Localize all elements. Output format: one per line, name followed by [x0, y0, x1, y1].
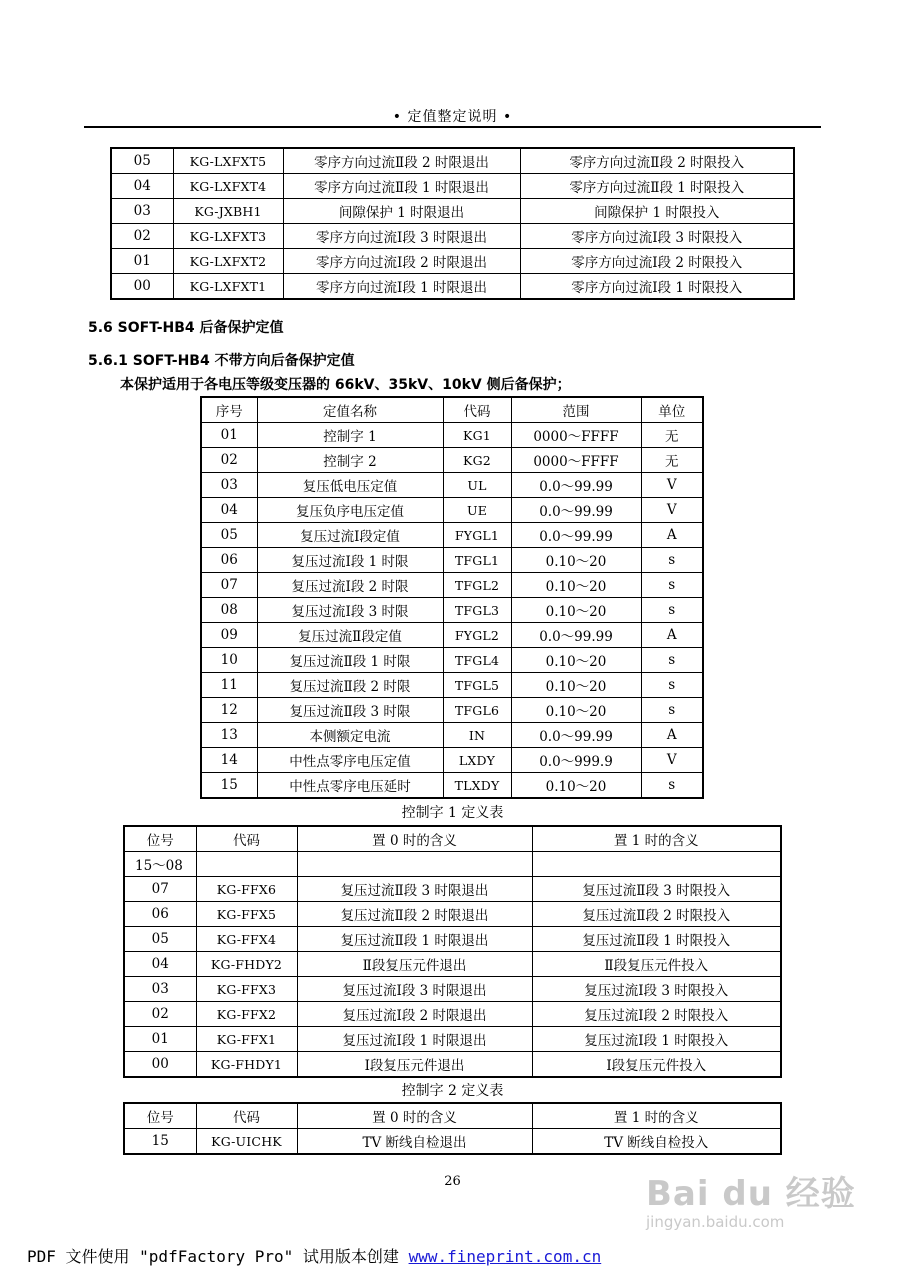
table-cell: 14 [201, 748, 257, 773]
table-cell: 06 [201, 548, 257, 573]
table-row [201, 523, 703, 548]
watermark-url: jingyan.baidu.com [646, 1213, 785, 1231]
table-cell: 06 [124, 902, 196, 927]
table-cell: 复压过流Ⅰ段 1 时限 [257, 548, 443, 573]
table-cell: TFGL6 [443, 698, 511, 723]
table-cell: 03 [111, 199, 173, 224]
table-cell: 0.0～999.9 [511, 748, 641, 773]
table-cell: 05 [201, 523, 257, 548]
table-cell: 零序方向过流Ⅰ段 3 时限退出 [283, 224, 520, 249]
table-row [201, 473, 703, 498]
table-cell: s [641, 648, 703, 673]
table-cell: TFGL5 [443, 673, 511, 698]
table-cell: 零序方向过流Ⅰ段 1 时限投入 [520, 274, 794, 300]
table-row [201, 648, 703, 673]
table-cell: KG-FFX6 [196, 877, 297, 902]
table-cell: 0.10～20 [511, 648, 641, 673]
table-cell: KG-LXFXT4 [173, 174, 283, 199]
table-cell: 复压过流Ⅰ段 3 时限 [257, 598, 443, 623]
table-header-cell: 代码 [196, 826, 297, 852]
table-cell: Ⅰ段复压元件投入 [532, 1052, 781, 1078]
table-cell: TFGL3 [443, 598, 511, 623]
table-cell: 零序方向过流Ⅱ段 1 时限投入 [520, 174, 794, 199]
table-cell: 复压过流Ⅱ段 3 时限退出 [297, 877, 532, 902]
table-cell: 0.0～99.99 [511, 723, 641, 748]
table-cell: 00 [111, 274, 173, 300]
table-cell: KG-FFX4 [196, 927, 297, 952]
table-cell: 无 [641, 423, 703, 448]
table-cell: 复压过流Ⅱ段 3 时限投入 [532, 877, 781, 902]
table-cell: 05 [124, 927, 196, 952]
table-cell: 无 [641, 448, 703, 473]
table-cell: 0.10～20 [511, 698, 641, 723]
table-cell: Ⅰ段复压元件退出 [297, 1052, 532, 1078]
kg1-caption: 控制字 1 定义表 [401, 805, 504, 821]
table-cell: 0000～FFFF [511, 423, 641, 448]
table-cell: TFGL1 [443, 548, 511, 573]
table-header-cell: 位号 [124, 826, 196, 852]
table-cell: A [641, 623, 703, 648]
table-cell: 0.10～20 [511, 573, 641, 598]
table-row [201, 673, 703, 698]
table-header-row [201, 397, 703, 423]
table-cell: 零序方向过流Ⅰ段 2 时限退出 [283, 249, 520, 274]
table-row [111, 224, 794, 249]
table-cell: 零序方向过流Ⅰ段 1 时限退出 [283, 274, 520, 300]
table-cell: 0000～FFFF [511, 448, 641, 473]
table-row [124, 1129, 781, 1155]
table-cell: 复压过流Ⅰ段 1 时限投入 [532, 1027, 781, 1052]
table-cell: 零序方向过流Ⅱ段 2 时限投入 [520, 148, 794, 174]
table-cell: 10 [201, 648, 257, 673]
table-cell: 复压过流Ⅱ段定值 [257, 623, 443, 648]
table-cell: 复压过流Ⅱ段 2 时限退出 [297, 902, 532, 927]
table-cell: KG-FHDY2 [196, 952, 297, 977]
table-row [201, 698, 703, 723]
table-row [124, 1002, 781, 1027]
table-row [201, 448, 703, 473]
table-cell: 复压过流Ⅱ段 2 时限投入 [532, 902, 781, 927]
table-cell: UE [443, 498, 511, 523]
table-row [111, 174, 794, 199]
table-cell: 0.10～20 [511, 673, 641, 698]
table-cell: 09 [201, 623, 257, 648]
table-cell: KG-FFX3 [196, 977, 297, 1002]
table-cell: 中性点零序电压延时 [257, 773, 443, 799]
table-row [201, 723, 703, 748]
top-control-table [110, 147, 795, 300]
table-cell: 01 [201, 423, 257, 448]
page-number: 26 [444, 1174, 461, 1189]
table-cell: 中性点零序电压定值 [257, 748, 443, 773]
table-row [201, 423, 703, 448]
table-cell: 03 [201, 473, 257, 498]
table-row [201, 623, 703, 648]
table-cell: KG-LXFXT2 [173, 249, 283, 274]
table-cell: KG-FFX2 [196, 1002, 297, 1027]
table-row [124, 952, 781, 977]
table-cell: KG1 [443, 423, 511, 448]
table-row [124, 852, 781, 877]
table-cell: Ⅱ段复压元件退出 [297, 952, 532, 977]
baidu-jingyan-watermark [646, 1166, 856, 1246]
table-row [124, 1027, 781, 1052]
table-row [201, 548, 703, 573]
table-cell: 0.10～20 [511, 773, 641, 799]
watermark-logo: Bai du 经验 [646, 1174, 856, 1214]
table-cell: 0.0～99.99 [511, 498, 641, 523]
table-cell: s [641, 573, 703, 598]
table-row [111, 148, 794, 174]
table-cell: 00 [124, 1052, 196, 1078]
table-cell: KG-JXBH1 [173, 199, 283, 224]
table-cell: 0.0～99.99 [511, 473, 641, 498]
table-cell: V [641, 473, 703, 498]
table-cell: KG-FFX5 [196, 902, 297, 927]
table-cell: 01 [111, 249, 173, 274]
table-cell: 02 [201, 448, 257, 473]
table-cell: 复压低电压定值 [257, 473, 443, 498]
table-cell: 03 [124, 977, 196, 1002]
table-cell: 0.0～99.99 [511, 523, 641, 548]
table-cell: 15 [124, 1129, 196, 1155]
table-row [124, 927, 781, 952]
table-cell: 04 [124, 952, 196, 977]
table-cell [297, 852, 532, 877]
table-cell: 本侧额定电流 [257, 723, 443, 748]
table-cell: 07 [124, 877, 196, 902]
kg1-definition-table [123, 825, 782, 1078]
table-header-row [124, 1103, 781, 1129]
table-cell: KG-UICHK [196, 1129, 297, 1155]
table-header-cell: 置 0 时的含义 [297, 826, 532, 852]
table-cell: 复压过流Ⅱ段 1 时限投入 [532, 927, 781, 952]
table-cell: 05 [111, 148, 173, 174]
table-cell [196, 852, 297, 877]
table-cell: 控制字 2 [257, 448, 443, 473]
table-cell: V [641, 748, 703, 773]
table-cell: 零序方向过流Ⅰ段 3 时限投入 [520, 224, 794, 249]
table-cell: TFGL2 [443, 573, 511, 598]
table-cell: KG2 [443, 448, 511, 473]
table-cell: 零序方向过流Ⅱ段 2 时限退出 [283, 148, 520, 174]
table-row [124, 1052, 781, 1078]
table-cell: 控制字 1 [257, 423, 443, 448]
table-cell: 复压过流Ⅰ段 3 时限退出 [297, 977, 532, 1002]
table-row [201, 598, 703, 623]
table-cell: TLXDY [443, 773, 511, 799]
table-header-row [124, 826, 781, 852]
table-row [201, 573, 703, 598]
table-cell: 02 [124, 1002, 196, 1027]
table-cell: 复压过流Ⅰ段 1 时限退出 [297, 1027, 532, 1052]
table-cell: 复压负序电压定值 [257, 498, 443, 523]
table-cell: 08 [201, 598, 257, 623]
table-cell: 复压过流Ⅱ段 1 时限 [257, 648, 443, 673]
table-cell: KG-FHDY1 [196, 1052, 297, 1078]
table-cell: 复压过流Ⅰ段定值 [257, 523, 443, 548]
table-cell: 复压过流Ⅱ段 3 时限 [257, 698, 443, 723]
table-cell: s [641, 548, 703, 573]
table-row [124, 902, 781, 927]
table-cell: 复压过流Ⅱ段 1 时限退出 [297, 927, 532, 952]
table-cell: 13 [201, 723, 257, 748]
table-cell: 04 [201, 498, 257, 523]
table-cell: 复压过流Ⅰ段 3 时限投入 [532, 977, 781, 1002]
table-cell: FYGL2 [443, 623, 511, 648]
table-cell: s [641, 673, 703, 698]
table-cell: 15～08 [124, 852, 196, 877]
table-header-cell: 序号 [201, 397, 257, 423]
table-cell: s [641, 598, 703, 623]
table-cell: 间隙保护 1 时限退出 [283, 199, 520, 224]
setting-table [200, 396, 704, 799]
table-cell: TV 断线自检退出 [297, 1129, 532, 1155]
kg2-caption: 控制字 2 定义表 [401, 1083, 504, 1099]
section-note: 本保护适用于各电压等级变压器的 66kV、35kV、10kV 侧后备保护； [120, 377, 571, 393]
table-cell: LXDY [443, 748, 511, 773]
pdf-footer [27, 1244, 601, 1267]
table-cell: KG-LXFXT1 [173, 274, 283, 300]
kg2-definition-table [123, 1102, 782, 1155]
table-cell: 04 [111, 174, 173, 199]
table-cell: 复压过流Ⅰ段 2 时限投入 [532, 1002, 781, 1027]
table-cell: 0.0～99.99 [511, 623, 641, 648]
table-cell: V [641, 498, 703, 523]
table-header-cell: 定值名称 [257, 397, 443, 423]
table-cell: KG-LXFXT3 [173, 224, 283, 249]
table-cell: 零序方向过流Ⅰ段 2 时限投入 [520, 249, 794, 274]
table-cell: A [641, 723, 703, 748]
table-header-cell: 单位 [641, 397, 703, 423]
table-row [111, 199, 794, 224]
table-header-cell: 范围 [511, 397, 641, 423]
table-cell: 零序方向过流Ⅱ段 1 时限退出 [283, 174, 520, 199]
footer-link[interactable]: www.fineprint.com.cn [408, 1247, 602, 1266]
table-header-cell: 置 0 时的含义 [297, 1103, 532, 1129]
table-cell: KG-FFX1 [196, 1027, 297, 1052]
table-row [124, 977, 781, 1002]
table-cell: 0.10～20 [511, 598, 641, 623]
table-header-cell: 位号 [124, 1103, 196, 1129]
table-cell: s [641, 698, 703, 723]
table-cell: 复压过流Ⅰ段 2 时限退出 [297, 1002, 532, 1027]
table-cell: 02 [111, 224, 173, 249]
section-title: 5.6 SOFT-HB4 后备保护定值 [88, 320, 284, 336]
subsection-title: 5.6.1 SOFT-HB4 不带方向后备保护定值 [88, 353, 355, 369]
table-cell: 12 [201, 698, 257, 723]
table-cell: TV 断线自检投入 [532, 1129, 781, 1155]
table-cell: UL [443, 473, 511, 498]
table-cell [532, 852, 781, 877]
table-cell: 0.10～20 [511, 548, 641, 573]
table-cell: s [641, 773, 703, 799]
table-cell: 复压过流Ⅰ段 2 时限 [257, 573, 443, 598]
table-header-cell: 代码 [196, 1103, 297, 1129]
table-row [201, 748, 703, 773]
table-row [111, 274, 794, 300]
table-row [124, 877, 781, 902]
footer-text: PDF 文件使用 "pdfFactory Pro" 试用版本创建 [27, 1247, 409, 1266]
table-cell: 15 [201, 773, 257, 799]
table-cell: 01 [124, 1027, 196, 1052]
table-cell: FYGL1 [443, 523, 511, 548]
table-row [201, 773, 703, 799]
header-rule [84, 126, 821, 128]
table-header-cell: 置 1 时的含义 [532, 1103, 781, 1129]
table-cell: TFGL4 [443, 648, 511, 673]
table-cell: A [641, 523, 703, 548]
table-header-cell: 置 1 时的含义 [532, 826, 781, 852]
table-cell: 复压过流Ⅱ段 2 时限 [257, 673, 443, 698]
table-row [111, 249, 794, 274]
table-cell: Ⅱ段复压元件投入 [532, 952, 781, 977]
table-cell: 07 [201, 573, 257, 598]
table-cell: KG-LXFXT5 [173, 148, 283, 174]
table-cell: IN [443, 723, 511, 748]
page-header: • 定值整定说明 • [392, 109, 513, 125]
table-cell: 间隙保护 1 时限投入 [520, 199, 794, 224]
table-header-cell: 代码 [443, 397, 511, 423]
table-cell: 11 [201, 673, 257, 698]
table-row [201, 498, 703, 523]
